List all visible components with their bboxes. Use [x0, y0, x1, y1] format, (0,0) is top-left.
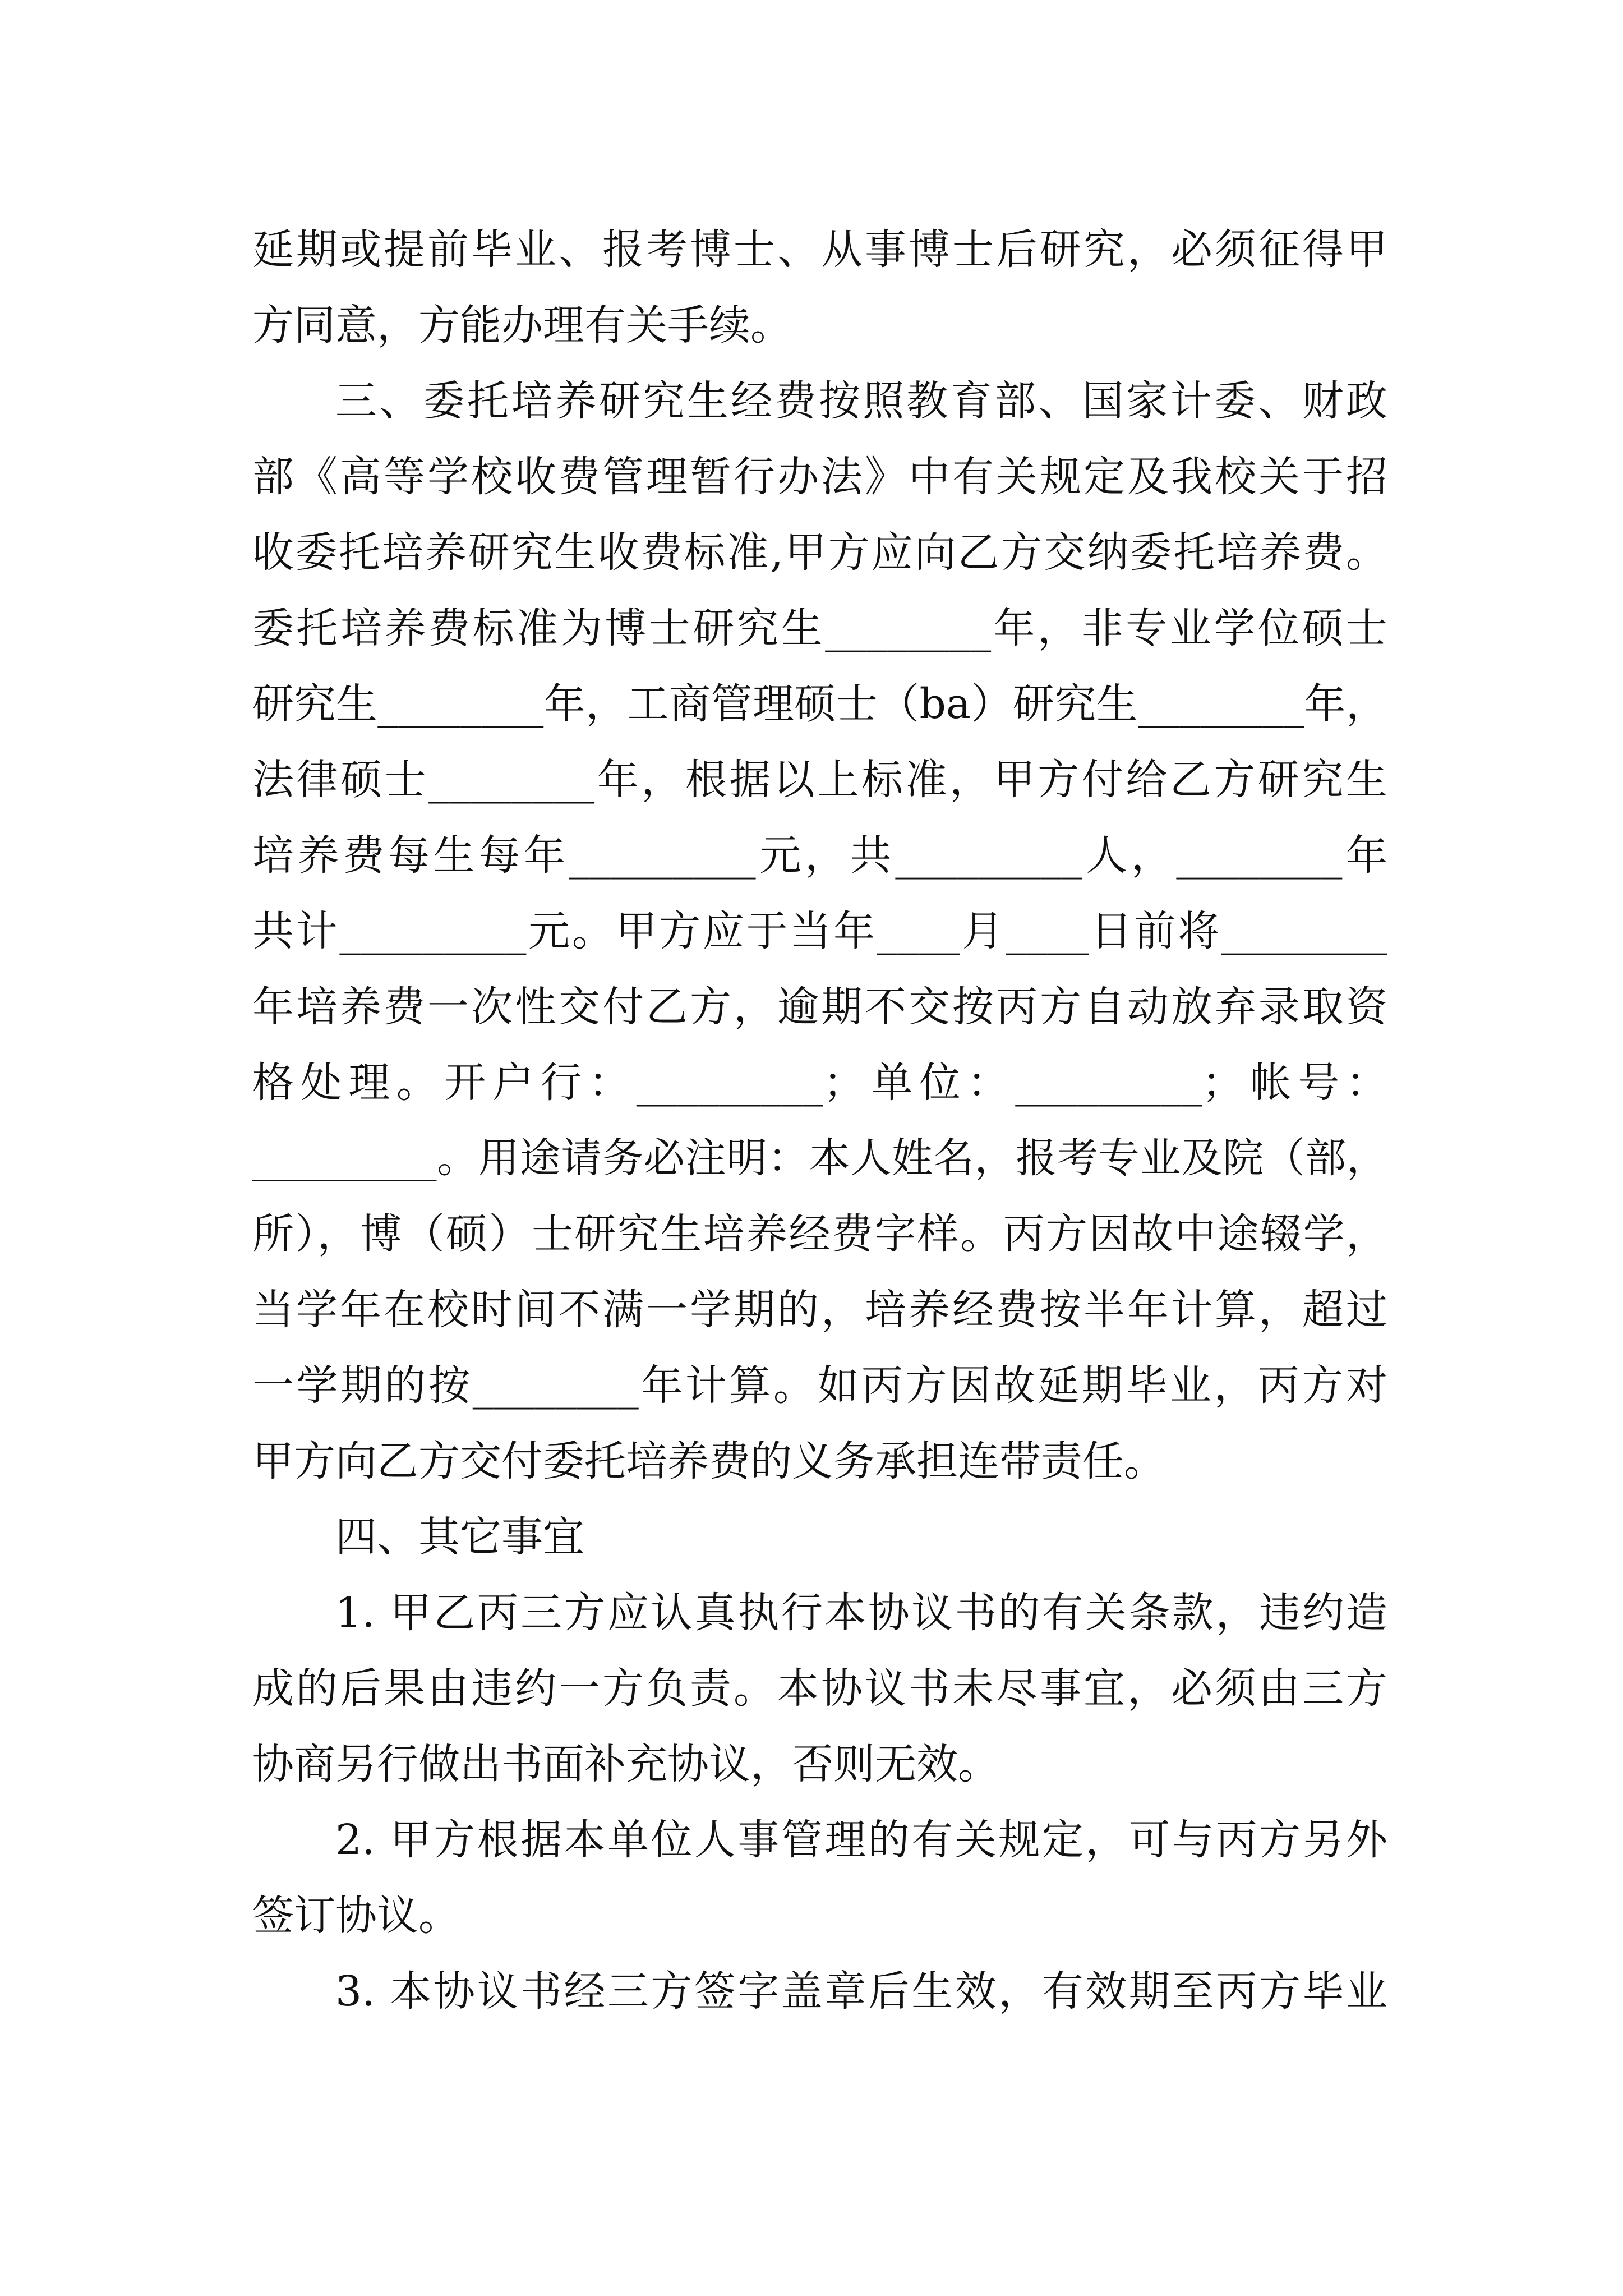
text-line: 共计_________元。甲方应于当年____月____日前将________ [252, 907, 1387, 955]
text-line: 收委托培养研究生收费标准,甲方应向乙方交纳委托培养费。 [252, 528, 1387, 577]
section-heading: 四、其它事宜 [335, 1513, 584, 1561]
text-line: _________。用途请务必注明：本人姓名，报考专业及院（部， [252, 1134, 1387, 1182]
text-line: 格处理。开户行：_________；单位：_________；帐号： [252, 1059, 1387, 1107]
text-line: 年培养费一次性交付乙方，逾期不交按丙方自动放弃录取资 [252, 983, 1387, 1031]
text-line: 1. 甲乙丙三方应认真执行本协议书的有关条款，违约造 [335, 1589, 1387, 1637]
text-line: 委托培养费标准为博士研究生________年，非专业学位硕士 [252, 604, 1387, 652]
text-line: 所），博（硕）士研究生培养经费字样。丙方因故中途辍学， [252, 1210, 1387, 1258]
text-line: 2. 甲方根据本单位人事管理的有关规定，可与丙方另外 [335, 1816, 1387, 1864]
text-line: 培养费每生每年_________元，共_________人，________年 [252, 831, 1387, 880]
text-line: 部《高等学校收费管理暂行办法》中有关规定及我校关于招 [252, 453, 1387, 501]
text-line: 方同意，方能办理有关手续。 [252, 301, 792, 349]
text-line: 法律硕士________年，根据以上标准，甲方付给乙方研究生 [252, 756, 1387, 804]
text-line: 甲方向乙方交付委托培养费的义务承担连带责任。 [252, 1437, 1165, 1485]
text-line: 成的后果由违约一方负责。本协议书未尽事宜，必须由三方 [252, 1664, 1387, 1713]
text-line: 当学年在校时间不满一学期的，培养经费按半年计算，超过 [252, 1286, 1387, 1334]
text-line: 签订协议。 [252, 1892, 460, 1940]
text-line: 协商另行做出书面补充协议，否则无效。 [252, 1740, 999, 1788]
text-line: 一学期的按________年计算。如丙方因故延期毕业，丙方对 [252, 1361, 1387, 1410]
text-line: 研究生________年，工商管理硕士（ba）研究生________年， [252, 680, 1387, 728]
text-line: 三、委托培养研究生经费按照教育部、国家计委、财政 [335, 377, 1387, 425]
text-line: 3. 本协议书经三方签字盖章后生效，有效期至丙方毕业 [335, 1967, 1387, 2016]
text-line: 延期或提前毕业、报考博士、从事博士后研究，必须征得甲 [252, 226, 1387, 274]
